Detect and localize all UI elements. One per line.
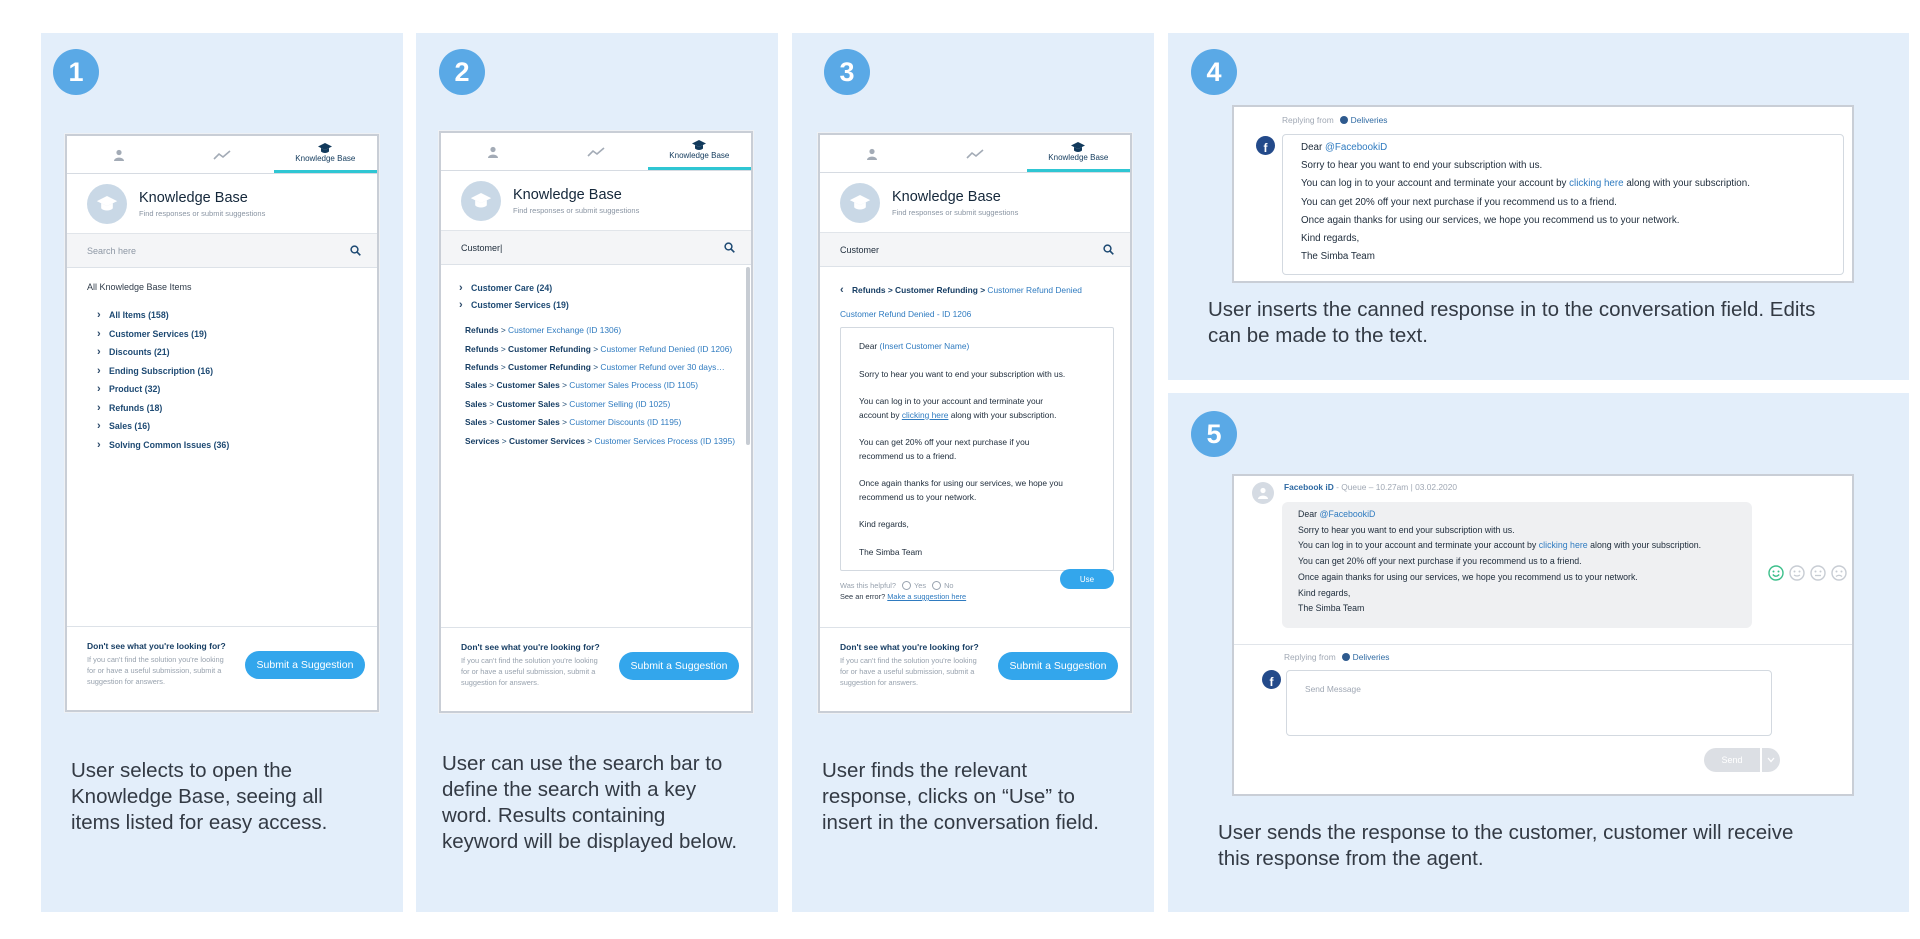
kb-header [441, 171, 751, 231]
breadcrumb[interactable]: ‹ Refunds > Customer Refunding > Customer Refund Denied [840, 284, 1082, 296]
tab-analytics[interactable] [923, 135, 1026, 172]
tab-analytics[interactable] [170, 136, 273, 173]
step-caption-3 [822, 758, 1099, 836]
kb-avatar [461, 181, 501, 221]
happy-face-icon[interactable] [1768, 565, 1784, 581]
caption-line: User sends the response to the customer, customer will receive [1218, 821, 1794, 844]
paragraph: You can log in to your account and terminate your account by clicking here along with your subscription. [859, 396, 1057, 420]
tab-knowledge-base[interactable] [648, 133, 751, 170]
kb-tabbar [820, 135, 1130, 173]
section-heading: All Knowledge Base Items [87, 282, 192, 292]
greeting: Dear (Insert Customer Name) [859, 341, 970, 351]
chevron-left-icon[interactable]: ‹ [840, 284, 844, 296]
graduation-cap-icon [1071, 142, 1085, 153]
kb-title: Knowledge Base [139, 189, 248, 206]
category-item[interactable] [87, 436, 357, 455]
caption-line: User finds the relevant [822, 759, 1028, 782]
search-result[interactable]: Sales > Customer Sales > Customer Discounts (ID 1195) [465, 417, 682, 428]
category-item[interactable] [87, 306, 357, 325]
chevron-right-icon: › [97, 346, 101, 359]
kb-tabbar [441, 133, 751, 171]
kb-subtitle: Find responses or submit suggestions [139, 208, 266, 218]
category-label: Product (32) [109, 384, 161, 395]
user-icon [487, 146, 499, 158]
search-input[interactable] [820, 233, 1130, 267]
caption-line: User inserts the canned response in to the conversation field. Edits [1208, 298, 1816, 321]
category-label: Discounts (21) [109, 347, 170, 358]
scrollbar[interactable] [746, 267, 750, 445]
category-item[interactable] [87, 362, 357, 381]
category-item[interactable] [87, 343, 357, 362]
kb-footer [820, 627, 1130, 711]
caption-line: can be made to the text. [1208, 324, 1428, 347]
kb-footer [441, 627, 751, 711]
result-group[interactable] [459, 279, 737, 296]
search-icon[interactable] [350, 245, 361, 256]
submit-suggestion-button[interactable]: Submit a Suggestion [998, 652, 1118, 680]
search-icon[interactable] [1103, 244, 1114, 255]
group-label: Customer Services (19) [471, 299, 569, 310]
paragraph: Kind regards, [859, 519, 909, 529]
divider [1234, 644, 1852, 645]
tab-profile[interactable] [441, 133, 544, 170]
replying-from: Replying from Deliveries [1282, 115, 1388, 125]
footer-description: If you can't find the solution you're looking for or have a useful submission, submit a suggestion for answers. [461, 656, 598, 687]
category-label: All Items (158) [109, 310, 169, 321]
trend-icon [966, 149, 984, 159]
kb-header [67, 174, 377, 234]
tab-label: Knowledge Base [669, 151, 730, 160]
tab-profile[interactable] [820, 135, 923, 172]
paragraph: Sorry to hear you want to end your subscription with us. [859, 368, 1066, 379]
caption-line: items listed for easy access. [71, 811, 328, 834]
kb-window-2 [439, 131, 753, 713]
caption-line: this response from the agent. [1218, 847, 1484, 870]
user-icon [113, 149, 125, 161]
graduation-cap-icon [849, 195, 871, 211]
chevron-right-icon: › [97, 327, 101, 340]
neutral-face-icon[interactable] [1810, 565, 1826, 581]
detail-body [820, 267, 1130, 601]
search-result[interactable]: Sales > Customer Sales > Customer Selling (ID 1025) [465, 398, 671, 409]
tab-knowledge-base[interactable] [274, 136, 377, 173]
graduation-cap-icon [318, 143, 332, 154]
search-value: Customer| [461, 242, 503, 253]
smile-face-icon[interactable] [1789, 565, 1805, 581]
paragraph: You can get 20% off your next purchase if you recommend us to a friend. [859, 437, 1030, 461]
chevron-right-icon: › [97, 364, 101, 377]
sad-face-icon[interactable] [1831, 565, 1847, 581]
send-label: Send [1721, 755, 1743, 765]
graduation-cap-icon [470, 193, 492, 209]
search-result[interactable]: Refunds > Customer Exchange (ID 1306) [465, 325, 622, 336]
tab-profile[interactable] [67, 136, 170, 173]
send-message-input[interactable] [1286, 670, 1772, 736]
kb-window-1 [65, 134, 379, 712]
step-number-4: 4 [1191, 49, 1237, 95]
search-result[interactable]: Refunds > Customer Refunding > Customer Refund Denied (ID 1206) [465, 343, 733, 354]
caption-line: insert in the conversation field. [822, 811, 1099, 834]
reply-field[interactable] [1282, 134, 1844, 275]
caption-line: Knowledge Base, seeing all [71, 785, 323, 808]
category-item[interactable] [87, 417, 357, 436]
footer-question: Don't see what you're looking for? [461, 642, 600, 652]
search-value: Customer [840, 244, 880, 255]
rating-faces [1768, 565, 1847, 581]
helpful-prompt: Was this helpful? Yes No [840, 581, 954, 590]
search-result[interactable]: Services > Customer Services > Customer Services Process (ID 1395) [465, 435, 736, 446]
caption-line: keyword will be displayed below. [442, 830, 738, 853]
reply-window [1232, 105, 1854, 283]
input-placeholder: Send Message [1305, 684, 1361, 694]
category-label: Sales (16) [109, 421, 151, 432]
search-input[interactable] [441, 231, 751, 265]
kb-subtitle: Find responses or submit suggestions [892, 207, 1019, 217]
step-caption-2 [442, 751, 737, 855]
chevron-right-icon: › [97, 438, 101, 451]
message-text: Dear @FacebookiD Sorry to hear you want to end your subscription with us. You can log in to your account and terminate your account by clicking here along with your subscription. You can get 20% off your next purchase if you recommend us to a friend. Once again thanks for using our services, we hope you recommend us to your network. Kind regards, The Simba Team [1298, 509, 1702, 614]
trend-icon [213, 150, 231, 160]
clicking-here-link[interactable]: clicking here [901, 409, 949, 420]
results-list [441, 265, 751, 450]
caption-line: define the search with a key [442, 778, 697, 801]
use-button[interactable]: Use [1060, 569, 1114, 589]
kb-title: Knowledge Base [513, 186, 622, 203]
search-placeholder: Search here [87, 245, 137, 256]
yes-radio[interactable] [902, 581, 911, 590]
result-group[interactable] [459, 296, 737, 313]
kb-avatar [840, 183, 880, 223]
response-title: Customer Refund Denied - ID 1206 [840, 309, 972, 319]
trend-icon [587, 147, 605, 157]
kb-header [820, 173, 1130, 233]
send-button[interactable] [1704, 748, 1760, 772]
kb-avatar [87, 184, 127, 224]
category-item[interactable] [87, 325, 357, 344]
search-result[interactable]: Sales > Customer Sales > Customer Sales Process (ID 1105) [465, 380, 699, 391]
step-number-1: 1 [53, 49, 99, 95]
search-result[interactable]: Refunds > Customer Refunding > Customer Refund over 30 days… [465, 361, 725, 372]
kb-footer [67, 626, 377, 710]
channel-dot-icon [1340, 116, 1348, 124]
chevron-right-icon: › [97, 309, 101, 322]
kb-tabbar [67, 136, 377, 174]
step-number-5: 5 [1191, 411, 1237, 457]
kb-subtitle: Find responses or submit suggestions [513, 205, 640, 215]
paragraph: Once again thanks for using our services, we hope you recommend us to your network. [859, 478, 1063, 502]
group-label: Customer Care (24) [471, 282, 553, 293]
caption-line: word. Results containing [442, 804, 666, 827]
user-icon [866, 148, 878, 160]
conversation-window [1232, 474, 1854, 796]
avatar [1252, 482, 1274, 504]
search-icon[interactable] [724, 242, 735, 253]
category-label: Solving Common Issues (36) [109, 439, 230, 450]
caption-line: User selects to open the [71, 759, 293, 782]
no-radio[interactable] [932, 581, 941, 590]
kb-title: Knowledge Base [892, 188, 1001, 205]
replying-from: Replying from Deliveries [1284, 652, 1390, 662]
make-suggestion-link[interactable]: Make a suggestion here [887, 592, 967, 601]
user-icon [1257, 487, 1269, 499]
category-item[interactable] [87, 380, 357, 399]
send-options-button[interactable] [1762, 748, 1780, 772]
chevron-right-icon: › [459, 281, 463, 294]
step-number-3: 3 [824, 49, 870, 95]
category-label: Refunds (18) [109, 402, 163, 413]
chevron-right-icon: › [97, 420, 101, 433]
step-caption-1 [71, 758, 327, 836]
footer-question: Don't see what you're looking for? [840, 642, 979, 652]
message-bubble [1282, 502, 1752, 628]
submit-suggestion-button[interactable]: Submit a Suggestion [619, 652, 739, 680]
step-caption-5 [1218, 820, 1793, 872]
paragraph: The Simba Team [859, 546, 923, 557]
kb-window-3 [818, 133, 1132, 713]
channel-dot-icon [1342, 653, 1350, 661]
kb-body [67, 268, 377, 454]
submit-suggestion-button[interactable]: Submit a Suggestion [245, 651, 365, 679]
tab-analytics[interactable] [544, 133, 647, 170]
graduation-cap-icon [692, 140, 706, 151]
chevron-right-icon: › [97, 401, 101, 414]
footer-description: If you can't find the solution you're looking for or have a useful submission, submit a suggestion for answers. [87, 655, 224, 686]
tab-label: Knowledge Base [1048, 153, 1109, 162]
category-item[interactable] [87, 399, 357, 418]
category-label: Ending Subscription (16) [109, 365, 214, 376]
step-caption-4 [1208, 297, 1815, 349]
step-number-2: 2 [439, 49, 485, 95]
response-preview [840, 327, 1114, 571]
chevron-down-icon [1767, 757, 1775, 763]
search-input[interactable] [67, 234, 377, 268]
tab-label: Knowledge Base [295, 154, 356, 163]
caption-line: response, clicks on “Use” to [822, 785, 1075, 808]
error-prompt: See an error? Make a suggestion here [840, 592, 967, 601]
chevron-right-icon: › [97, 383, 101, 396]
chevron-right-icon: › [459, 298, 463, 311]
facebook-icon: f [1256, 136, 1275, 155]
message-meta: Facebook iD - Queue – 10.27am | 03.02.2020 [1284, 482, 1458, 492]
facebook-icon: f [1262, 670, 1281, 689]
tab-knowledge-base[interactable] [1027, 135, 1130, 172]
category-label: Customer Services (19) [109, 328, 207, 339]
footer-description: If you can't find the solution you're looking for or have a useful submission, submit a suggestion for answers. [840, 656, 977, 687]
reply-text: Dear @FacebookiD Sorry to hear you want to end your subscription with us. You can log in to your account and terminate your account by clicking here along with your subscription. You can get 20% off your next purchase if you recommend us to a friend. Once again thanks for using our services, we hope you recommend us to your network. Kind regards, The Simba Team [1301, 142, 1750, 263]
footer-question: Don't see what you're looking for? [87, 641, 226, 651]
caption-line: User can use the search bar to [442, 752, 723, 775]
graduation-cap-icon [96, 196, 118, 212]
